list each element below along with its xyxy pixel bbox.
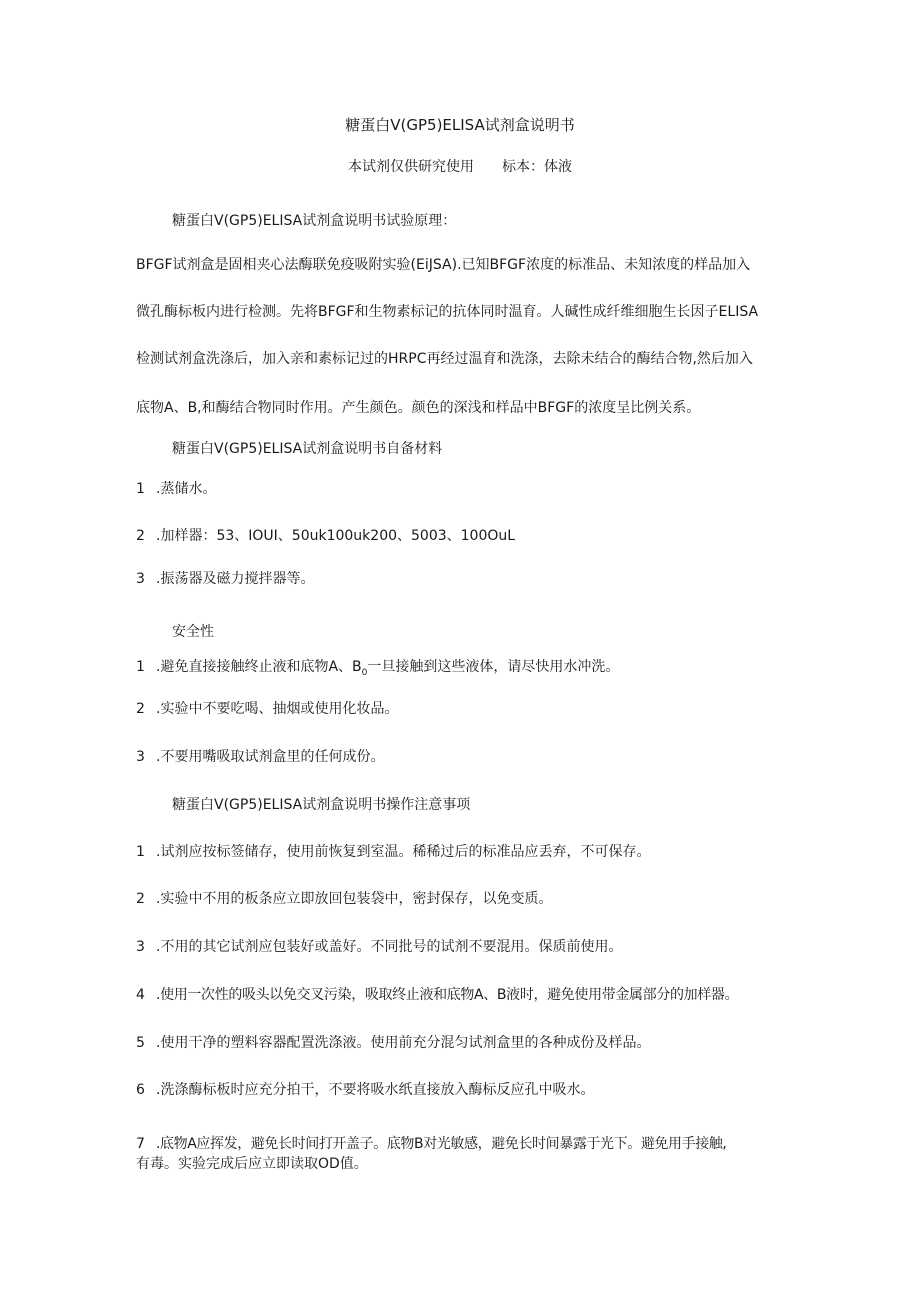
principle-line-3: 检测试剂盒洗涤后，加入亲和素标记过的HRPC再经过温育和洗涤，去除未结合的酶结合物,然后加入	[136, 351, 753, 367]
principle-heading-suffix: 试验原理：	[386, 213, 457, 229]
list-item	[0, 658, 920, 676]
list-item-number: 2	[136, 891, 145, 907]
principle-heading-title: 糖蛋白V(GP5)ELISA试剂盒说明书	[172, 213, 387, 229]
list-item-text: .不用的其它试剂应包装好或盖好。不同批号的试剂不要混用。保质前使用。	[156, 939, 623, 955]
list-item	[0, 890, 920, 908]
safety-heading: 安全性	[172, 624, 214, 640]
list-item-text: .实验中不要吃喝、抽烟或使用化妆品。	[156, 701, 399, 717]
list-item	[0, 570, 920, 588]
subscript: 0	[361, 667, 368, 678]
list-item-text: .不要用嘴吸取试剂盒里的任何成份。	[156, 749, 385, 765]
list-item	[0, 748, 920, 766]
list-item-text-part: 一旦接触到这些液体，请尽快用水冲洗。	[367, 659, 620, 675]
list-item-text: .加样器：53、IOUI、50uk100uk200、5003、100OuL	[156, 528, 516, 544]
notes-heading	[172, 796, 470, 814]
document-subtitle: 本试剂仅供研究使用 标本：体液	[348, 159, 572, 175]
materials-heading-title: 糖蛋白V(GP5)ELISA试剂盒说明书自	[172, 441, 401, 457]
list-item-number: 3	[136, 939, 145, 955]
list-item	[0, 527, 920, 545]
materials-heading-suffix: 备材料	[400, 441, 443, 457]
list-item	[0, 480, 920, 498]
list-item-text: .洗涤酶标板时应充分拍干，不要将吸水纸直接放入酶标反应孔中吸水。	[156, 1082, 595, 1098]
list-item-text-continuation: 有毒。实验完成后应立即读取OD值。	[136, 1156, 368, 1172]
list-item-number: 1	[136, 844, 145, 860]
list-item-number: 3	[136, 571, 145, 587]
materials-heading	[172, 440, 442, 458]
list-item-text: .使用干净的塑料容器配置洗涤液。使用前充分混匀试剂盒里的各种成份及样品。	[156, 1035, 651, 1051]
list-item-text: .底物A应挥发，避免长时间打开盖子。底物B对光敏感，避免长时间暴露于光下。避免用手接触,	[156, 1136, 727, 1152]
principle-line-1: BFGF试剂盒是固相夹心法酶联免疫吸附实验(EiJSA).已知BFGF浓度的标准品、未知浓度的样品加入	[136, 257, 751, 273]
document-title: 糖蛋白V(GP5)ELISA试剂盒说明书	[345, 116, 575, 134]
list-item-text: .实验中不用的板条应立即放回包装袋中，密封保存，以免变质。	[156, 891, 553, 907]
list-item-text: .使用一次性的吸头以免交叉污染，吸取终止液和底物A、B液时，避免使用带金属部分的加样器。	[156, 987, 739, 1003]
list-item	[0, 938, 920, 956]
list-item	[0, 1081, 920, 1099]
notes-heading-suffix: 操作注意事项	[386, 797, 471, 813]
list-item-number: 1	[136, 659, 145, 675]
list-item-number: 7	[136, 1136, 145, 1152]
list-item-number: 1	[136, 481, 145, 497]
list-item	[0, 986, 920, 1004]
list-item	[0, 700, 920, 718]
list-item-text	[156, 658, 619, 682]
notes-heading-title: 糖蛋白V(GP5)ELISA试剂盒说明书	[172, 797, 387, 813]
list-item	[0, 1034, 920, 1052]
list-item-text: .振荡器及磁力搅拌器等。	[156, 571, 315, 587]
principle-line-4: 底物A、B,和酶结合物同时作用。产生颜色。颜色的深浅和样品中BFGF的浓度呈比例关系。	[136, 400, 701, 416]
list-item-number: 6	[136, 1082, 145, 1098]
list-item-number: 3	[136, 749, 145, 765]
list-item-number: 4	[136, 987, 145, 1003]
principle-heading	[172, 212, 456, 230]
list-item-number: 5	[136, 1035, 145, 1051]
list-item	[0, 843, 920, 861]
list-item-text: .试剂应按标签储存，使用前恢复到室温。稀稀过后的标准品应丢弃，不可保存。	[156, 844, 651, 860]
list-item	[0, 1135, 920, 1175]
principle-line-2: 微孔酶标板内进行检测。先将BFGF和生物素标记的抗体同时温育。人碱性成纤维细胞生长因子ELISA	[136, 304, 759, 320]
list-item-number: 2	[136, 701, 145, 717]
list-item-number: 2	[136, 528, 145, 544]
list-item-text-part: .避免直接接触终止液和底物A、B	[156, 659, 362, 675]
list-item-text: .蒸储水。	[156, 481, 217, 497]
